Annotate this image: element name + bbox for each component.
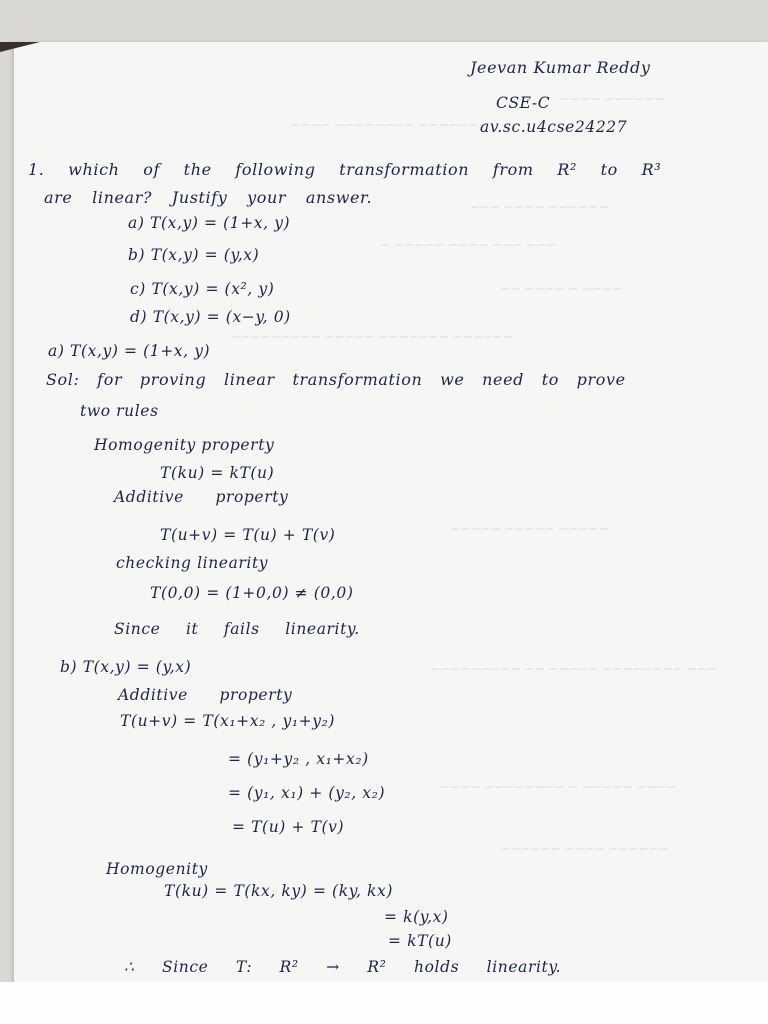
part-b-homogeneity-step-1: T(ku) = T(kx, ky) = (ky, kx) xyxy=(164,882,394,900)
part-b-additive-step-2: = (y₁+y₂ , x₁+x₂) xyxy=(228,750,369,768)
part-b-restatement: b) T(x,y) = (y,x) xyxy=(60,658,192,676)
student-section: CSE-C xyxy=(496,94,551,112)
question-option-b: b) T(x,y) = (y,x) xyxy=(128,246,260,264)
part-a-solution-line-1: Sol: for proving linear transformation we need to prove xyxy=(46,370,626,389)
notebook-page xyxy=(14,42,768,982)
part-b-additive-step-3: = (y₁, x₁) + (y₂, x₂) xyxy=(228,784,386,802)
additive-equation: T(u+v) = T(u) + T(v) xyxy=(160,526,336,544)
question-option-a: a) T(x,y) = (1+x, y) xyxy=(128,214,291,232)
linearity-check-equation: T(0,0) = (1+0,0) ≠ (0,0) xyxy=(150,584,354,602)
question-line-2: are linear? Justify your answer. xyxy=(44,188,373,207)
question-line-1: 1. which of the following transformation from R² to R³ xyxy=(28,160,662,179)
page-bottom-margin xyxy=(0,982,768,1024)
part-a-restatement: a) T(x,y) = (1+x, y) xyxy=(48,342,211,360)
part-b-homogeneity-label: Homogenity xyxy=(106,860,208,878)
student-roll-number: av.sc.u4cse24227 xyxy=(480,118,628,136)
part-a-solution-line-2: two rules xyxy=(80,402,159,420)
question-option-c: c) T(x,y) = (x², y) xyxy=(130,280,275,298)
student-name: Jeevan Kumar Reddy xyxy=(470,58,651,77)
part-b-homogeneity-step-2: = k(y,x) xyxy=(384,908,449,926)
part-b-additive-step-1: T(u+v) = T(x₁+x₂ , y₁+y₂) xyxy=(120,712,336,730)
page-corner xyxy=(0,42,40,52)
checking-linearity-label: checking linearity xyxy=(116,554,269,572)
part-b-homogeneity-step-3: = kT(u) xyxy=(388,932,452,950)
additive-property-label: Additive property xyxy=(114,488,289,506)
part-b-additive-step-4: = T(u) + T(v) xyxy=(232,818,345,836)
question-option-d: d) T(x,y) = (x−y, 0) xyxy=(130,308,291,326)
homogeneity-property-label: Homogenity property xyxy=(94,436,275,454)
part-b-conclusion: ∴ Since T: R² → R² holds linearity. xyxy=(124,958,562,976)
homogeneity-equation: T(ku) = kT(u) xyxy=(160,464,275,482)
part-a-conclusion: Since it fails linearity. xyxy=(114,620,360,638)
part-b-additive-label: Additive property xyxy=(118,686,293,704)
